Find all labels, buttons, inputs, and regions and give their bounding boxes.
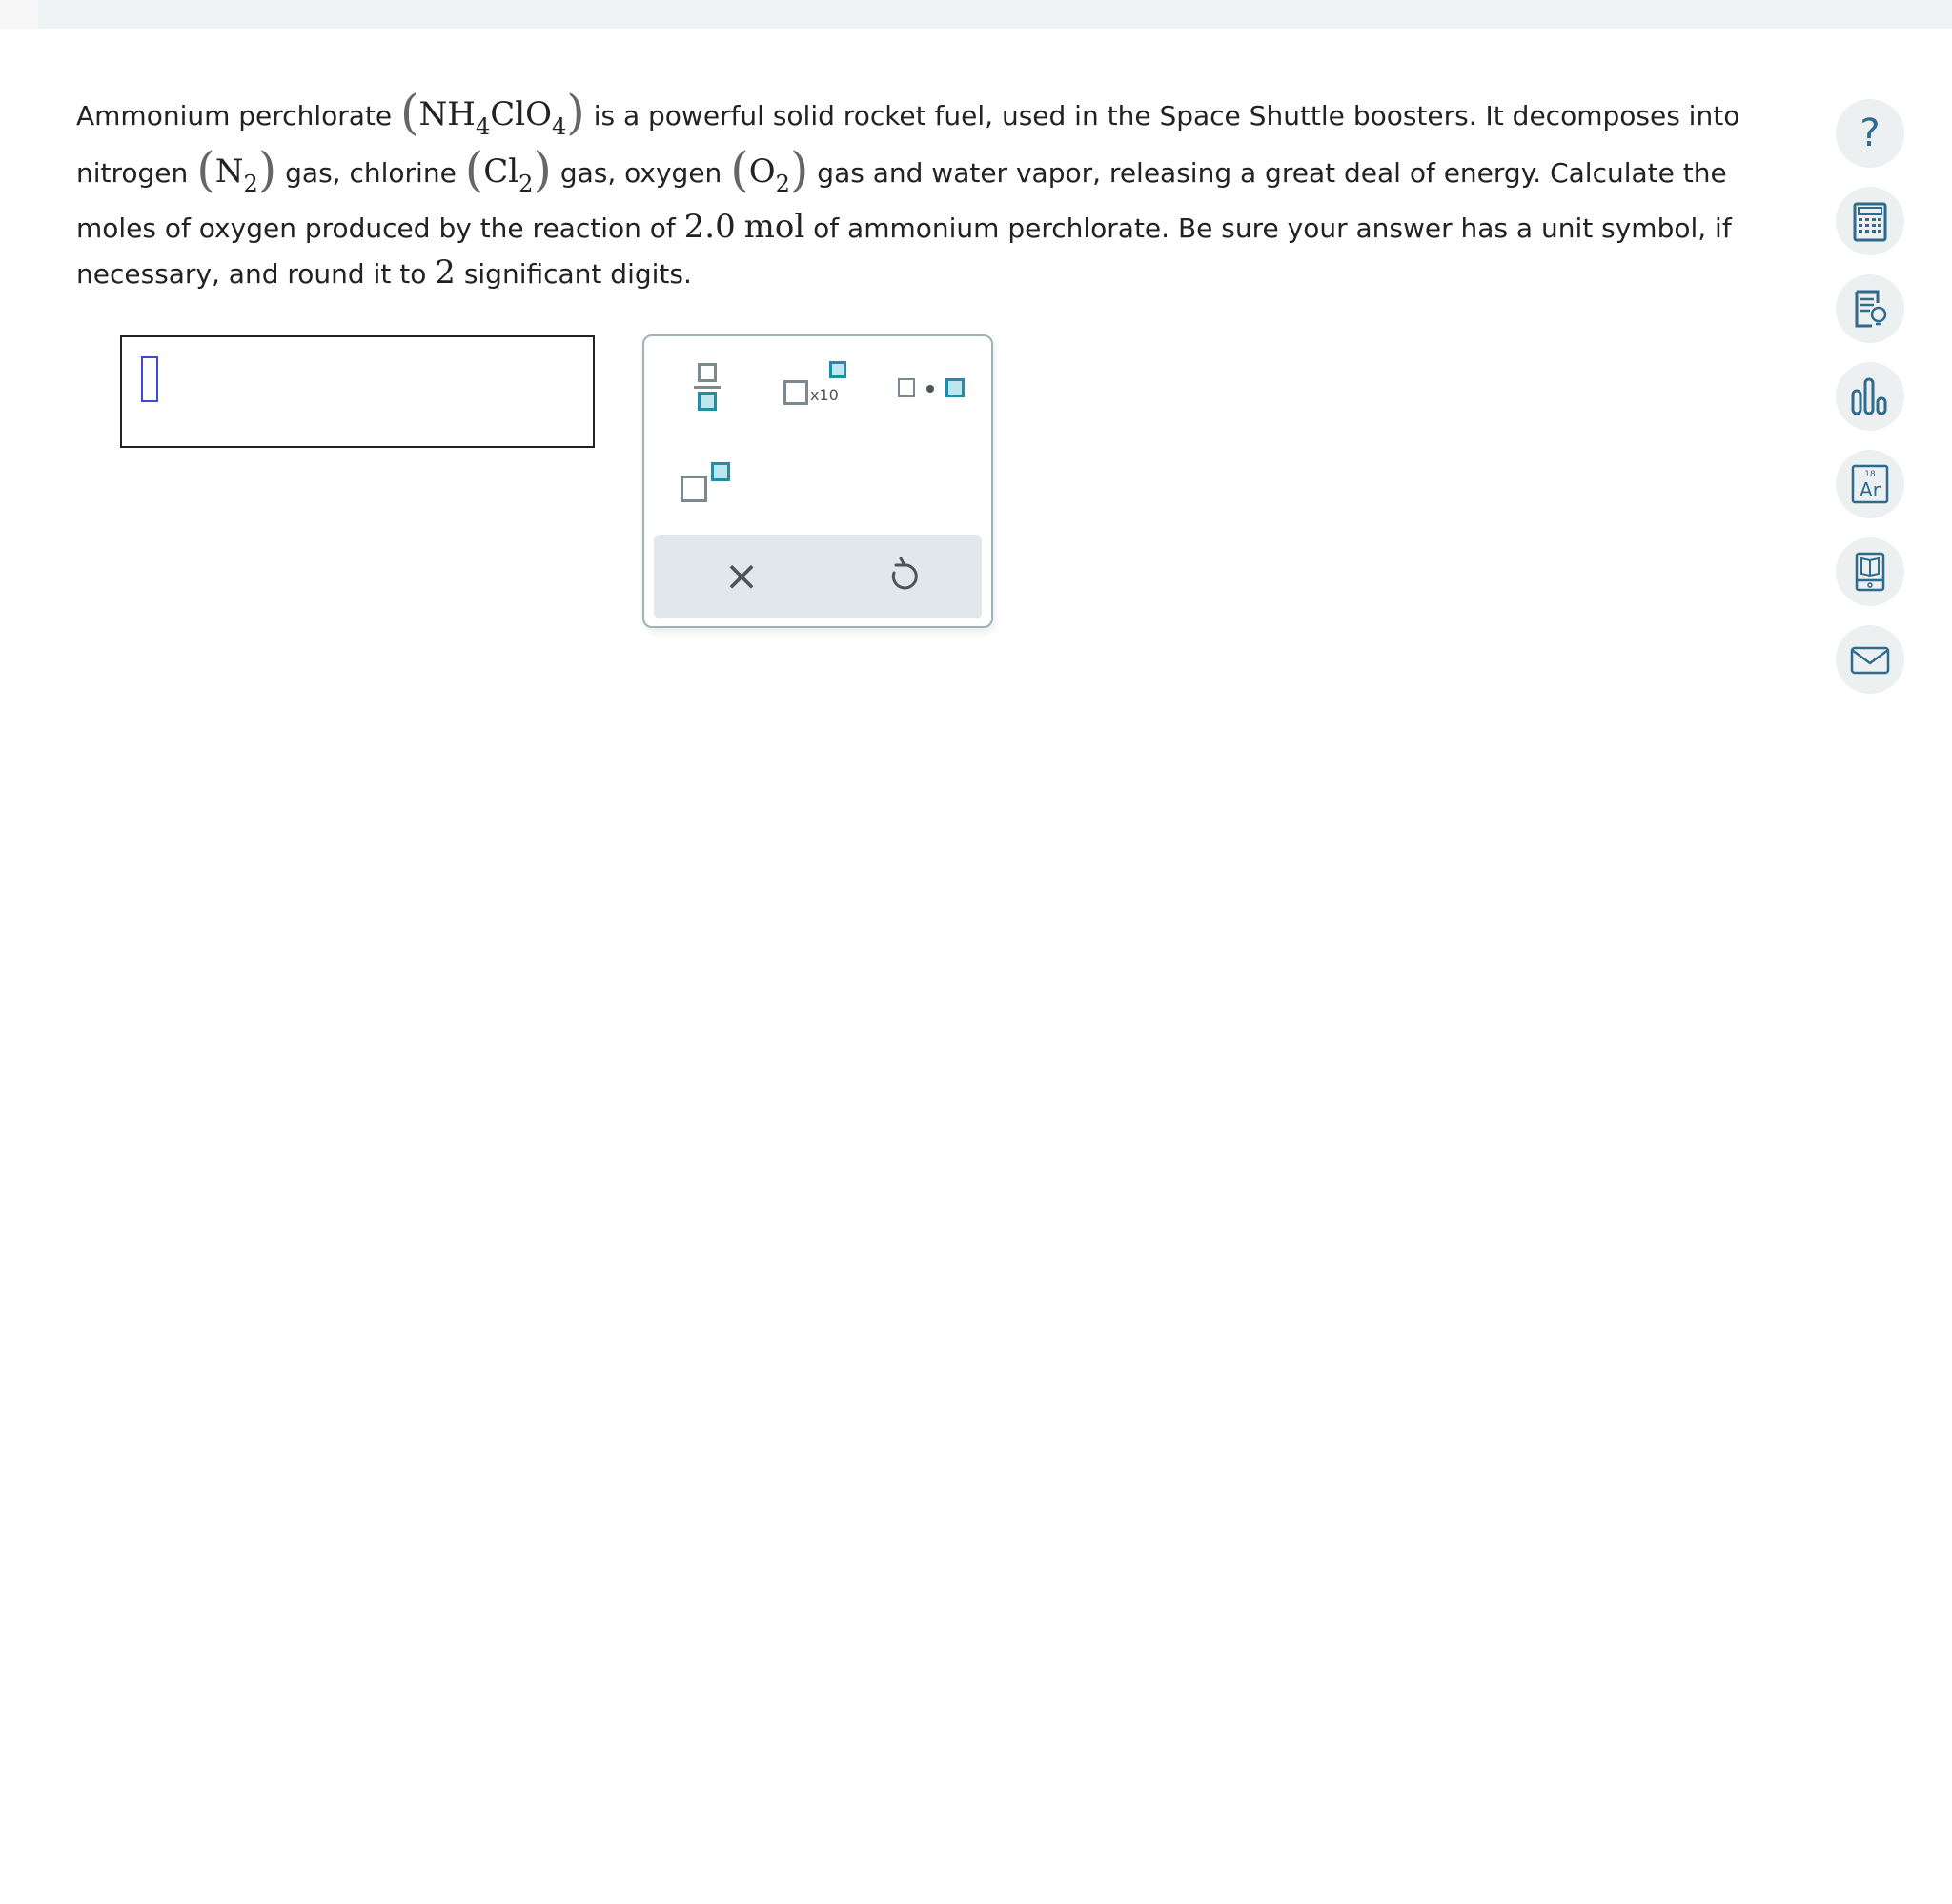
formula-oxygen: $O_2$	[748, 152, 790, 197]
calculator-icon	[1836, 187, 1904, 255]
exponent-box-icon	[829, 361, 846, 378]
scientific-notation-button[interactable]	[783, 361, 860, 418]
formula-ammonium-perchlorate: $NH_4ClO_4$	[418, 95, 567, 140]
palette-footer	[654, 535, 982, 618]
x10-label: x10	[810, 386, 839, 404]
question-text	[76, 84, 1754, 301]
given-amount: 2.0	[683, 208, 736, 246]
question-mark-icon: ?	[1860, 111, 1881, 155]
fraction-bar-icon	[694, 386, 721, 389]
calculator-button[interactable]	[1836, 187, 1904, 255]
mantissa-box-icon	[783, 380, 808, 405]
significant-digits: 2	[435, 253, 456, 292]
question-line-4: necessary, and round it to 2 significant digits.	[76, 253, 692, 292]
message-button[interactable]	[1836, 625, 1904, 694]
top-bar	[38, 0, 1952, 29]
bar-chart-icon	[1836, 362, 1904, 431]
formula-chlorine: $Cl_2$	[483, 152, 534, 197]
multiply-dot-button[interactable]	[898, 375, 968, 403]
book-icon	[1836, 537, 1904, 606]
input-cursor	[141, 356, 158, 402]
envelope-icon	[1836, 625, 1904, 694]
question-text-segment: is a powerful solid rocket fuel, used in the Space Shuttle boosters. It decomposes into	[593, 100, 1740, 132]
explanation-button[interactable]	[1836, 274, 1904, 343]
superscript-button[interactable]	[681, 458, 738, 506]
periodic-symbol: Ar	[1860, 478, 1881, 501]
denominator-box-icon	[698, 392, 717, 411]
document-lightbulb-icon	[1836, 274, 1904, 343]
clear-button[interactable]	[713, 548, 770, 605]
close-icon: ×	[723, 552, 760, 600]
given-unit: mol	[743, 208, 805, 246]
periodic-table-button[interactable]	[1836, 450, 1904, 518]
undo-icon	[875, 548, 932, 605]
question-line-1: Ammonium perchlorate $(NH_4ClO_4)$ is a powerful solid rocket fuel, used in the Space Shuttle boosters. It decomposes into	[76, 85, 1740, 140]
top-bar-left	[0, 0, 38, 29]
base-box-icon	[681, 476, 707, 502]
undo-button[interactable]	[875, 548, 932, 605]
question-line-2: nitrogen $(N_2)$ gas, chlorine $(Cl_2)$ gas, oxygen $(O_2)$ gas and water vapor, releasing a great deal of energy. Calculate the	[76, 142, 1727, 197]
answer-input[interactable]	[120, 335, 595, 448]
question-line-3: moles of oxygen produced by the reaction of 2.0 mol of ammonium perchlorate. Be sure your answer has a unit symbol, if	[76, 208, 1732, 246]
left-operand-box-icon	[898, 378, 915, 397]
numerator-box-icon	[698, 363, 717, 382]
power-box-icon	[711, 462, 730, 481]
help-button[interactable]	[1836, 99, 1904, 168]
right-operand-box-icon	[946, 378, 965, 397]
fraction-button[interactable]	[682, 359, 736, 416]
dot-icon	[926, 385, 934, 393]
periodic-number: 18	[1864, 470, 1876, 479]
textbook-button[interactable]	[1836, 537, 1904, 606]
formula-nitrogen: $N_2$	[214, 152, 258, 197]
question-text-segment: Ammonium perchlorate	[76, 100, 393, 132]
math-palette	[642, 334, 993, 628]
data-button[interactable]	[1836, 362, 1904, 431]
